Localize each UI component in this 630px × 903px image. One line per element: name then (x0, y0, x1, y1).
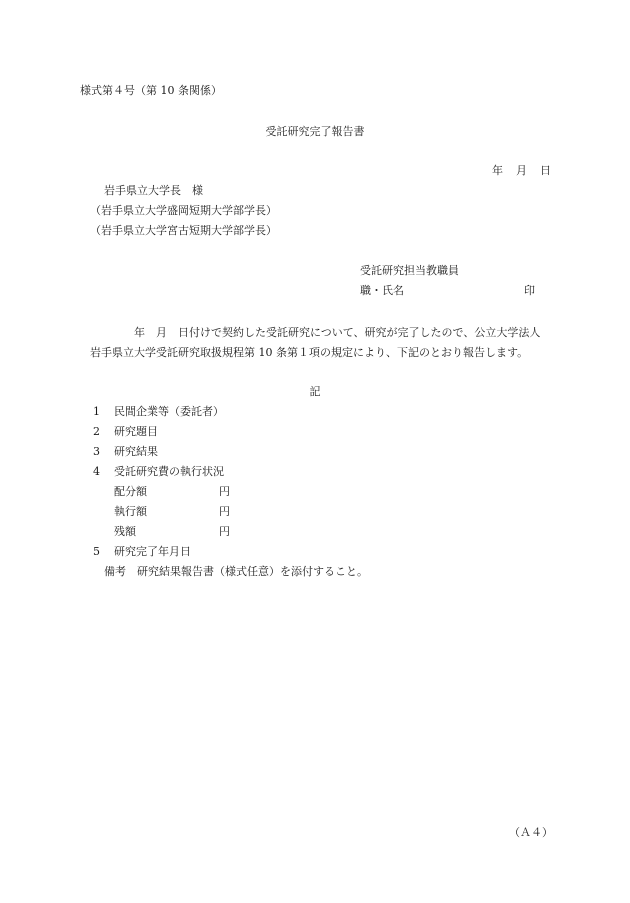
item-label-research-results: 研究結果 (114, 445, 158, 458)
ki-heading: 記 (309, 385, 321, 398)
item-number: 2 (93, 425, 100, 438)
item-number: 3 (93, 445, 100, 458)
expense-label-remaining: 残額 (114, 525, 136, 538)
date-line: 年 月 日 (492, 164, 552, 177)
item-label-completion-date: 研究完了年月日 (114, 545, 191, 558)
item-label-research-title: 研究題目 (114, 425, 158, 438)
expense-label-allocated: 配分額 (114, 485, 147, 498)
expense-unit: 円 (219, 525, 230, 538)
item-number: 4 (93, 465, 100, 478)
reporter-name-label: 職・氏名 (360, 284, 404, 297)
item-label-client: 民間企業等（委託者） (114, 405, 224, 418)
recipient-miyako: （岩手県立大学宮古短期大学部学長） (90, 224, 277, 237)
item-label-expense-status: 受託研究費の執行状況 (114, 465, 224, 478)
reporter-label: 受託研究担当教職員 (360, 264, 459, 277)
recipient-morioka: （岩手県立大学盛岡短期大学部学長） (90, 204, 277, 217)
expense-label-executed: 執行額 (114, 505, 147, 518)
body-paragraph: 年 月 日付けで契約した受託研究について、研究が完了したので、公立大学法人岩手県立大学受託研究取扱規程第 10 条第１項の規定により、下記のとおり報告します。 (90, 326, 541, 359)
document-title: 受託研究完了報告書 (265, 125, 365, 138)
recipient-president: 岩手県立大学長 様 (104, 184, 203, 197)
paper-size-label: （Ａ４） (509, 826, 553, 839)
item-number: 1 (93, 405, 100, 418)
seal-mark: 印 (524, 284, 535, 297)
form-number: 様式第４号（第 10 条関係） (80, 84, 222, 97)
item-number: 5 (93, 545, 100, 558)
expense-unit: 円 (219, 505, 230, 518)
remarks-note: 備考 研究結果報告書（様式任意）を添付すること。 (104, 565, 368, 578)
expense-unit: 円 (219, 485, 230, 498)
